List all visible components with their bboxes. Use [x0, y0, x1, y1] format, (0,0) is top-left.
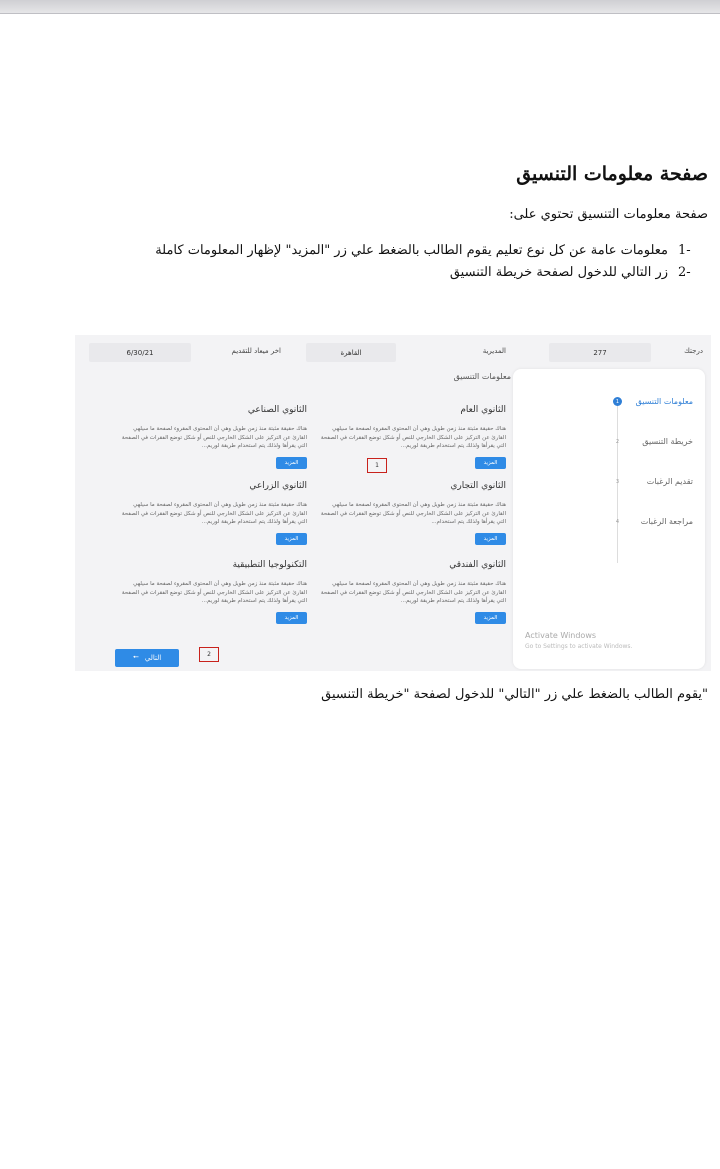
- list-number: -2: [678, 264, 691, 280]
- next-button-label: التالي: [144, 654, 162, 662]
- governorate-value: القاهرة: [306, 343, 396, 362]
- next-button[interactable]: [115, 649, 179, 667]
- more-button[interactable]: المزيد: [475, 533, 506, 545]
- content-title: معلومات التنسيق: [453, 372, 511, 381]
- step-review-wishes[interactable]: مراجعة الرغبات: [640, 517, 693, 526]
- step-coordination-map[interactable]: خريطة التنسيق: [642, 437, 693, 446]
- card-title: الثانوي التجاري: [450, 481, 506, 491]
- card-body: هناك حقيقة مثبتة منذ زمن طويل وهي أن المحتوى المقروء لصفحة ما سيلهي القارئ عن التركيز على الشكل الخارجي للنص أو شكل توضع الفقرات في الصفحة التي يقرأها ولذلك يتم استخدام طريقة لوريم...: [121, 581, 307, 604]
- more-button[interactable]: المزيد: [276, 612, 307, 624]
- degree-value: 277: [549, 343, 651, 362]
- step-coordination-info[interactable]: معلومات التنسيق: [635, 397, 693, 406]
- document-intro: صفحة معلومات التنسيق تحتوي على:: [509, 207, 708, 222]
- list-text: معلومات عامة عن كل نوع تعليم يقوم الطالب بالضغط علي زر "المزيد" لإظهار المعلومات كاملة: [155, 242, 668, 258]
- arrow-left-icon: 🠔: [132, 652, 139, 661]
- document-list: [148, 239, 708, 283]
- card-hotel-secondary: [316, 560, 506, 624]
- annotation-marker-1: 1: [367, 458, 387, 473]
- step-dot-1[interactable]: 1: [613, 397, 622, 406]
- list-item: [148, 239, 708, 261]
- card-general-secondary: [316, 405, 506, 469]
- embedded-screenshot: [75, 335, 711, 671]
- degree-label: درجتك: [684, 347, 703, 355]
- more-button[interactable]: المزيد: [475, 612, 506, 624]
- governorate-label: المديرية: [482, 347, 506, 355]
- step-submit-wishes[interactable]: تقديم الرغبات: [646, 477, 693, 486]
- deadline-value: 6/30/21: [89, 343, 191, 362]
- more-button[interactable]: المزيد: [276, 533, 307, 545]
- document-title: صفحة معلومات التنسيق: [516, 163, 708, 185]
- windows-watermark-sub: Go to Settings to activate Windows.: [525, 643, 633, 650]
- card-body: هناك حقيقة مثبتة منذ زمن طويل وهي أن المحتوى المقروء لصفحة ما سيلهي القارئ عن التركيز على الشكل الخارجي للنص أو شكل توضع الفقرات في الصفحة التي يقرأها ولذلك يتم استخدام طريقة لوريم...: [320, 426, 506, 449]
- list-item: [148, 261, 708, 283]
- card-title: الثانوي الفندقي: [449, 560, 506, 570]
- step-dot-3[interactable]: 3: [615, 478, 620, 485]
- card-industrial-secondary: [117, 405, 307, 469]
- deadline-label: اخر ميعاد للتقديم: [231, 347, 281, 355]
- card-body: هناك حقيقة مثبتة منذ زمن طويل وهي أن المحتوى المقروء لصفحة ما سيلهي القارئ عن التركيز على الشكل الخارجي للنص أو شكل توضع الفقرات في الصفحة التي يقرأها ولذلك يتم استخدام...: [320, 502, 506, 525]
- card-body: هناك حقيقة مثبتة منذ زمن طويل وهي أن المحتوى المقروء لصفحة ما سيلهي القارئ عن التركيز على الشكل الخارجي للنص أو شكل توضع الفقرات في الصفحة التي يقرأها ولذلك يتم استخدام طريقة لوريم...: [121, 426, 307, 449]
- card-body: هناك حقيقة مثبتة منذ زمن طويل وهي أن المحتوى المقروء لصفحة ما سيلهي القارئ عن التركيز على الشكل الخارجي للنص أو شكل توضع الفقرات في الصفحة التي يقرأها ولذلك يتم استخدام طريقة لوريم...: [121, 502, 307, 525]
- list-text: زر التالي للدخول لصفحة خريطة التنسيق: [449, 264, 668, 280]
- card-title: الثانوي الزراعي: [249, 481, 307, 491]
- step-dot-2[interactable]: 2: [615, 438, 620, 445]
- document-caption: "يقوم الطالب بالضغط علي زر "التالي" للدخول لصفحة "خريطة التنسيق: [321, 687, 708, 702]
- card-commercial-secondary: [316, 481, 506, 545]
- card-title: الثانوي الصناعي: [247, 405, 307, 415]
- card-agricultural-secondary: [117, 481, 307, 545]
- step-dot-4[interactable]: 4: [615, 518, 620, 525]
- card-applied-technology: [117, 560, 307, 624]
- stepper-panel: [513, 369, 705, 669]
- top-bar: [0, 0, 720, 14]
- card-title: الثانوي العام: [460, 405, 506, 415]
- card-title: التكنولوجيا التطبيقية: [232, 560, 307, 570]
- more-button[interactable]: المزيد: [475, 457, 506, 469]
- more-button[interactable]: المزيد: [276, 457, 307, 469]
- windows-watermark: Activate Windows: [525, 631, 597, 640]
- annotation-marker-2: 2: [199, 647, 219, 662]
- card-body: هناك حقيقة مثبتة منذ زمن طويل وهي أن المحتوى المقروء لصفحة ما سيلهي القارئ عن التركيز على الشكل الخارجي للنص أو شكل توضع الفقرات في الصفحة التي يقرأها ولذلك يتم استخدام طريقة لوريم...: [320, 581, 506, 604]
- list-number: -1: [678, 242, 691, 258]
